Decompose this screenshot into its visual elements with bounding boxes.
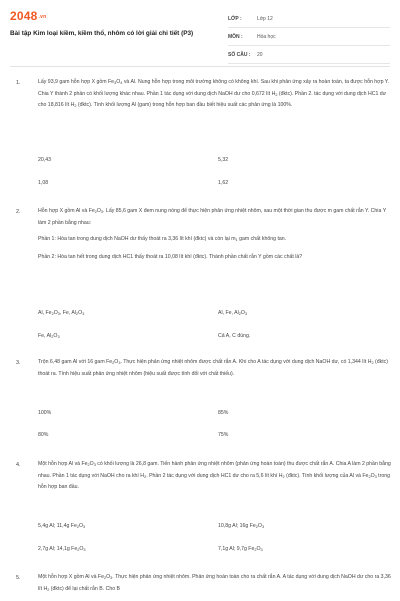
question-number: 5. xyxy=(16,575,21,581)
answer-option[interactable]: 1,62 xyxy=(218,180,229,186)
question-text: Hỗn hợp X gồm Al và $Fe_2O_3$. Lấy 85,6 gam X đem nung nóng để thực hiện phản ứng nhiệt nhôm, sau một thời gian thu được m gam chất rắn Y. Chia Y làm 2 phần bằng nhau: xyxy=(38,208,387,226)
question-number: 1. xyxy=(16,80,21,86)
question-body xyxy=(38,206,394,268)
question-text: Phần 1: Hòa tan trong dung dịch NaOH dư thấy thoát ra 3,36 lít khí (đktc) và còn lại $m_1$ gam chất không tan. xyxy=(38,236,287,242)
answer-option[interactable]: Al, Fe, $Al_2O_3$ xyxy=(218,310,248,316)
meta-table xyxy=(228,10,390,64)
meta-row-count xyxy=(228,46,390,64)
question-body xyxy=(38,357,394,385)
question-text: Phần 2: Hòa tan hết trong dung dịch HC1 thấy thoát ra 10,08 lít khí (đktc). Thành phần chất rắn Y gồm các chất là? xyxy=(38,253,303,260)
document-header xyxy=(0,0,400,62)
meta-value: Hóa học xyxy=(257,33,276,40)
answer-option[interactable]: 80% xyxy=(38,432,49,438)
question-number: 2. xyxy=(16,209,21,215)
question-number: 4. xyxy=(16,462,21,468)
question-text: Một hỗn hợp X gồm Al và $Fe_2O_3$. Thực hiện phản ứng nhiệt nhôm. Phản ứng hoàn toàn cho ra chất rắn A. A tác dụng với dung dịch NaOH dư cho ra 3,36 lít $H_2$ (đktc) để lại chất rắn B. Cho B xyxy=(38,574,391,592)
question-body xyxy=(38,459,394,499)
question-body xyxy=(38,572,394,601)
answer-option[interactable]: 10,8g Al; 16g $Fe_2O_3$ xyxy=(218,523,265,529)
document-title: Bài tập Kim loại kiềm, kiềm thổ, nhôm có lời giải chi tiết (P3) xyxy=(10,30,194,37)
logo-main: 2048 xyxy=(10,9,38,23)
answer-option[interactable]: Al, $Fe_2O_3$, Fe, $Al_2O_3$ xyxy=(38,310,85,316)
question-text: Một hỗn hợp Al và $Fe_2O_3$ có khối lượng là 26,8 gam. Tiến hành phản ứng nhiệt nhôm (phản ứng hoàn toàn) thu được chất rắn A. Chia A làm 2 phần bằng nhau. Phần 1 tác dụng với NaOH cho ra khí $H_2$. Phần 2 tác dụng với dung dịch HC1 dư cho ra 5,6 lít khí $H_2$ (đktc). Tính khối lượng của Al và $Fe_2O_3$ trong hỗn hợp ban đầu. xyxy=(38,461,391,490)
answer-option[interactable]: 20,43 xyxy=(38,157,51,163)
answer-option[interactable]: 75% xyxy=(218,432,229,438)
answer-option[interactable]: 7,1g Al; 9,7g $Fe_2O_3$ xyxy=(218,546,263,552)
header-divider xyxy=(10,66,390,67)
logo-suffix: .vn xyxy=(38,13,47,20)
meta-key: SỐ CÂU : xyxy=(228,51,251,58)
question-number: 3. xyxy=(16,360,21,366)
answer-option[interactable]: 100% xyxy=(38,410,52,416)
question-text: Lấy 93,9 gam hỗn hợp X gồm $Fe_3O_4$ và Al. Nung hỗn hợp trong môi trường không có không khí. Sau khi phản ứng xảy ra hoàn toàn, ta được hỗn hợp Y. Chia Y thành 2 phần có khối lượng khác nhau. Phần 1 tác dụng với dung dịch NaOH dư cho 0,672 lít $H_2$ (đktc). Phần 2. tác dụng với dung dịch HC1 dư cho 18,816 lít $H_2$ (đktc). Tính khối lượng Al (gam) trong hỗn hợp ban đầu biết hiệu suất các phản ứng là 100%. xyxy=(38,79,390,108)
question-text: Trộn 6,48 gam Al với 16 gam $Fe_2O_3$. Thực hiện phản ứng nhiệt nhôm được chất rắn A. Khi cho A tác dụng với dung dịch NaOH dư, có 1,344 lít $H_2$ (đktc) thoát ra. Tính hiệu suất phản ứng nhiệt nhôm (hiệu suất được tính đối với chất thiếu). xyxy=(38,359,388,377)
meta-row-subject xyxy=(228,28,390,46)
meta-key: LỚP : xyxy=(228,15,242,22)
answer-option[interactable]: 2,7g Al; 14,1g $Fe_2O_3$ xyxy=(38,546,86,552)
answer-option[interactable]: Cả A, C đúng. xyxy=(218,333,251,339)
answer-option[interactable]: 85% xyxy=(218,410,229,416)
answer-option[interactable]: Fe, $Al_2O_3$ xyxy=(38,333,60,339)
answer-option[interactable]: 1,08 xyxy=(38,180,49,186)
answer-option[interactable]: 5,4g Al; 11,4g $Fe_2O_3$ xyxy=(38,523,86,529)
answer-option[interactable]: 5,32 xyxy=(218,157,229,163)
meta-value: Lớp 12 xyxy=(257,15,273,22)
question-body xyxy=(38,77,394,118)
meta-row-class xyxy=(228,10,390,28)
site-logo[interactable] xyxy=(10,9,46,23)
meta-value: 20 xyxy=(257,51,263,58)
meta-key: MÔN : xyxy=(228,33,243,40)
